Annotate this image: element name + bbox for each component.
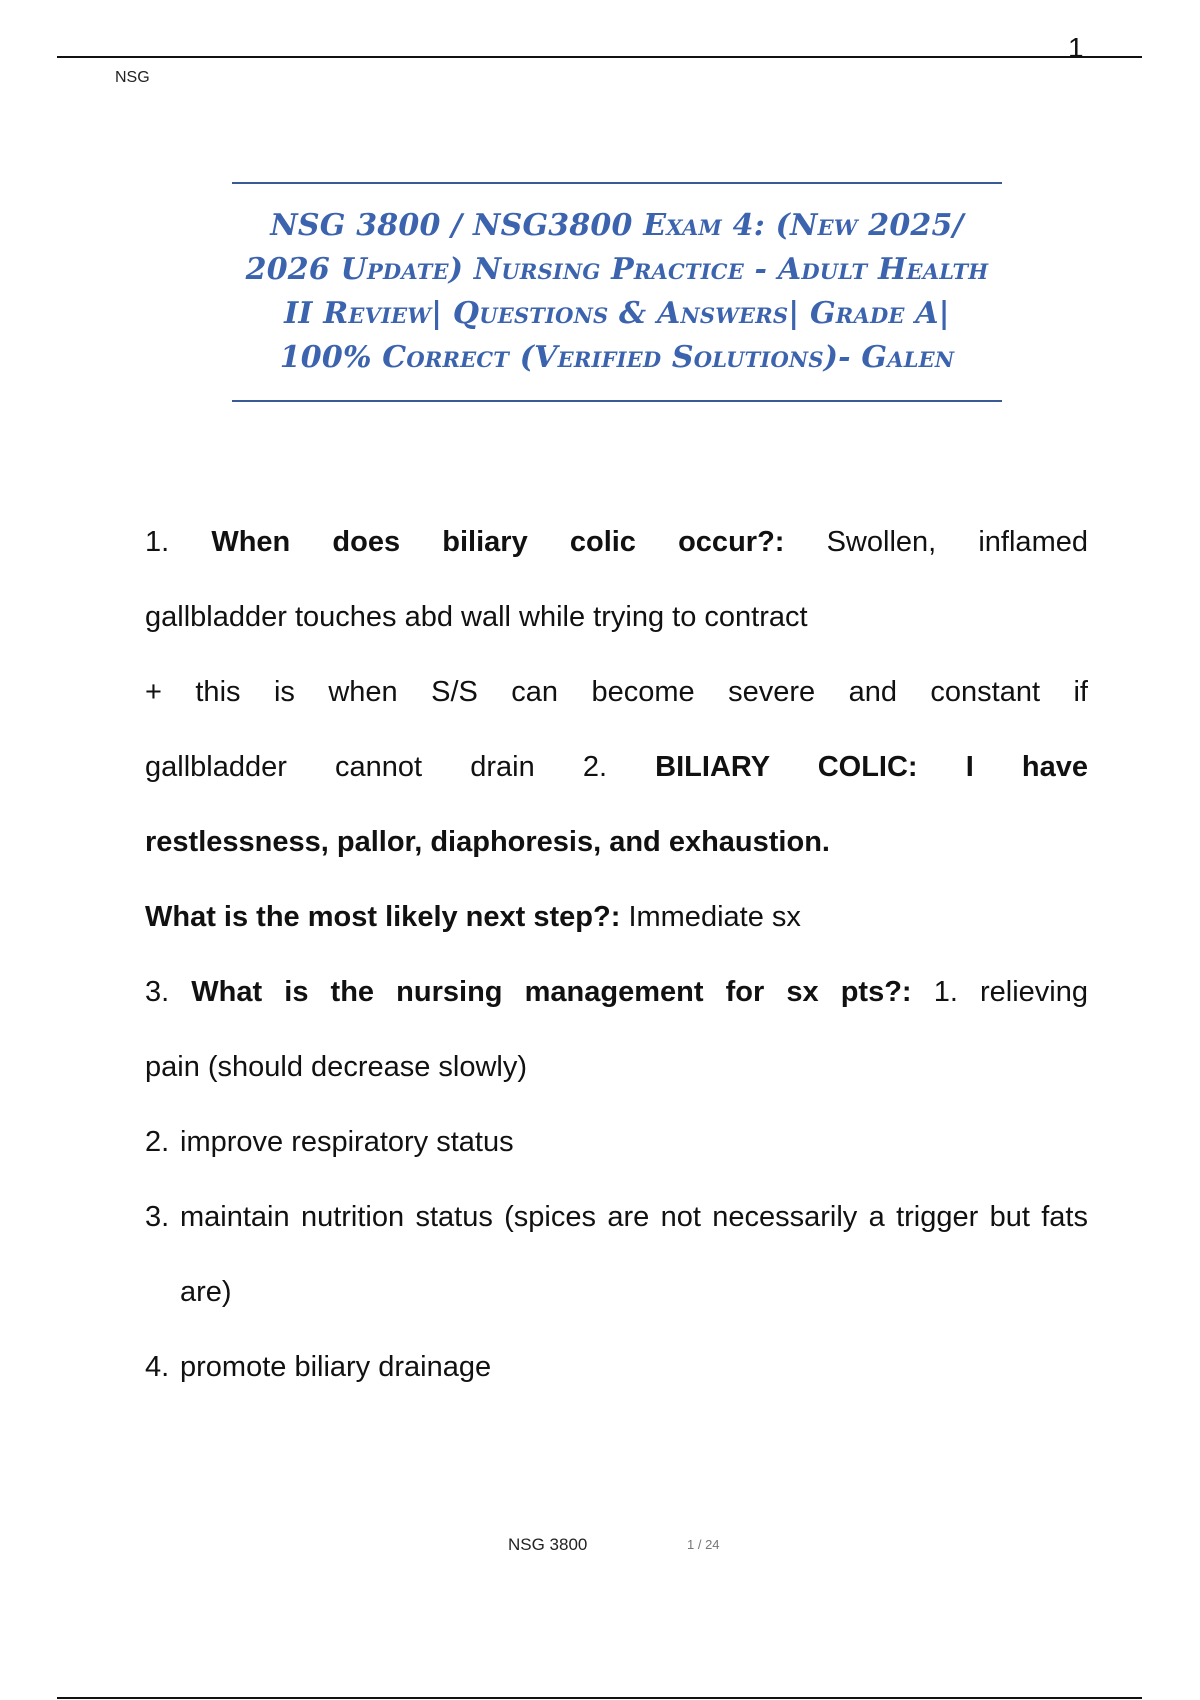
answer-text: Immediate sx (628, 901, 801, 933)
question-number: 1. (145, 526, 170, 558)
list-item (145, 1180, 1088, 1330)
title-line: II Review| Questions & Answers| Grade A| (284, 296, 950, 331)
list-item (145, 1330, 1088, 1405)
question-2-prompt (145, 880, 1088, 955)
footer-rule (57, 1697, 1142, 1699)
list-text: maintain nutrition status (spices are not necessarily a trigger but fats are) (180, 1201, 1088, 1308)
note-line: + this is when S/S can become severe and constant if (145, 676, 1088, 708)
list-text: promote biliary drainage (180, 1351, 492, 1383)
question-text: What is the most likely next step?: (145, 901, 621, 933)
list-number: 4. (145, 1351, 170, 1383)
question-text: restlessness, pallor, diaphoresis, and exhaustion. (145, 826, 830, 858)
answer-text: 1. relieving (933, 976, 1088, 1008)
question-number: 3. (145, 976, 170, 1008)
question-text: When does biliary colic occur?: (211, 526, 785, 558)
question-1-line (145, 505, 1088, 580)
question-text: What is the nursing management for sx pts?: (191, 976, 912, 1008)
list-number: 3. (145, 1201, 170, 1233)
list-text: improve respiratory status (180, 1126, 514, 1158)
title-line: 100% Correct (Verified Solutions)- Galen (279, 340, 955, 375)
document-body (145, 505, 1088, 1405)
page-number: 1 (1068, 32, 1084, 63)
document-title-block (232, 182, 1002, 402)
list-number: 2. (145, 1126, 170, 1158)
title-line: NSG 3800 / NSG3800 Exam 4: (New 2025/ (270, 208, 964, 243)
title-line: 2026 Update) Nursing Practice - Adult Health (245, 252, 989, 287)
header-rule (57, 56, 1142, 58)
answer-continuation: pain (should decrease slowly) (145, 1051, 528, 1083)
note-continuation: gallbladder cannot drain (145, 751, 535, 783)
question-continuation (145, 805, 1088, 880)
answer-continuation: gallbladder touches abd wall while trying to contract (145, 601, 808, 633)
question-2-line (145, 730, 1088, 805)
question-text: BILIARY COLIC: I have (655, 751, 1088, 783)
question-number: 2. (582, 751, 608, 783)
header-text: NSG (115, 69, 150, 86)
answer-text: Swollen, inflamed (826, 526, 1088, 558)
document-title (232, 204, 1002, 380)
list-item (145, 1105, 1088, 1180)
footer-page-count: 1 / 24 (687, 1537, 720, 1552)
footer-course-code: NSG 3800 (508, 1535, 588, 1554)
question-3-line (145, 955, 1088, 1030)
